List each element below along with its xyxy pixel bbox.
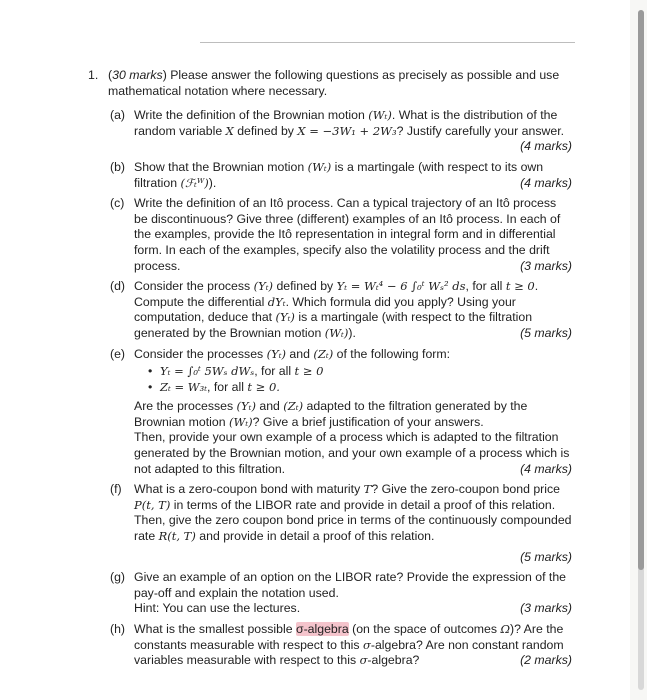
part-marks: (4 marks) bbox=[520, 461, 572, 476]
part-e bbox=[110, 347, 572, 478]
part-marks: (4 marks) bbox=[520, 139, 572, 154]
vertical-scrollbar[interactable] bbox=[638, 10, 644, 690]
header-rule bbox=[200, 42, 575, 43]
part-body: Write the definition of an Itô process. Can a typical trajectory of an Itô process be discontinuous? Give three (different) examples of an Itô process. In each of the examples, provide the Itô representation in integral form and in differential form. In each of the examples, specify also the volatility process and the drift process. (3 marks) bbox=[134, 196, 572, 273]
part-body: What is a zero-coupon bond with maturity T? Give the zero-coupon bond price P(t, T) in terms of the LIBOR rate and provide in detail a proof of this relation. Then, give the zero coupon bond price in terms of the continuously compounded rate R(t, T) and provide in detail a proof of this relation. (5 marks) bbox=[134, 482, 572, 564]
part-label: (g) bbox=[110, 570, 126, 585]
part-marks: (5 marks) bbox=[520, 325, 572, 340]
part-label: (f) bbox=[110, 482, 122, 497]
list-item: • Yₜ = ∫₀ᵗ 5Wₛ dWₛ, for all t ≥ 0 bbox=[148, 364, 572, 380]
part-marks: (4 marks) bbox=[520, 175, 572, 190]
question-number: 1. bbox=[88, 68, 99, 82]
question-parts bbox=[110, 108, 572, 669]
part-label: (b) bbox=[110, 159, 126, 174]
part-body: Give an example of an option on the LIBOR rate? Provide the expression of the pay-off and explain the notation used. Hint: You can use the lectures. (3 marks) bbox=[134, 570, 572, 616]
question-marks: 30 marks bbox=[112, 68, 163, 82]
part-a bbox=[110, 108, 572, 155]
part-h bbox=[110, 622, 572, 669]
part-f bbox=[110, 482, 572, 565]
part-body: Consider the processes (Yₜ) and (Zₜ) of the following form: • Yₜ = ∫₀ᵗ 5Wₛ dWₛ, for all t ≥ 0 • Zₜ = W₃ₜ, for all t ≥ 0. Are the processes (Yₜ) and (Zₜ) adapted to the filtration generated by the Brownian motion (Wₜ)? Give a brief justification of your answers. Then, provide your own example of a process which is adapted to the filtration generated by the Brownian motion, and your own example of a process which is not adapted to this filtration. (4 marks) bbox=[134, 347, 572, 478]
highlighted-term: σ-algebra bbox=[295, 622, 349, 636]
part-label: (e) bbox=[110, 346, 126, 361]
scrollbar-thumb[interactable] bbox=[638, 10, 644, 570]
part-body: What is the smallest possible σ-algebra (on the space of outcomes Ω)? Are the constants measurable with respect to this σ-algebra? Are non constant random variables measurable with respect to this σ-algebra? (2 marks) bbox=[134, 622, 572, 668]
list-item: • Zₜ = W₃ₜ, for all t ≥ 0. bbox=[148, 380, 572, 396]
part-g bbox=[110, 570, 572, 617]
part-b bbox=[110, 160, 572, 191]
part-marks: (3 marks) bbox=[520, 601, 572, 616]
part-label: (h) bbox=[110, 622, 126, 636]
hint-text: Hint: You can use the lectures. bbox=[134, 601, 301, 616]
part-label: (d) bbox=[110, 279, 126, 294]
part-d bbox=[110, 279, 572, 341]
part-marks: (2 marks) bbox=[520, 653, 572, 668]
part-body: Consider the process (Yₜ) defined by Yₜ = Wₜ⁴ − 6 ∫₀ᵗ Wₛ² ds, for all t ≥ 0. Compute the differential dYₜ. Which formula did you apply? Using your computation, deduce that (Yₜ) is a martingale (with respect to the filtration generated by the Brownian motion (Wₜ)). (5 marks) bbox=[134, 279, 572, 340]
part-marks: (3 marks) bbox=[520, 258, 572, 273]
part-label: (a) bbox=[110, 108, 126, 123]
process-list bbox=[148, 364, 572, 395]
exam-content bbox=[88, 68, 572, 674]
part-marks: (5 marks) bbox=[520, 549, 572, 564]
question-intro: (30 marks) Please answer the following questions as precisely as possible and use mathematical notation where necessary. bbox=[108, 68, 560, 98]
part-body: Show that the Brownian motion (Wₜ) is a martingale (with respect to its own filtration (ℱₜᵂ)). (4 marks) bbox=[134, 159, 572, 190]
part-label: (c) bbox=[110, 196, 125, 211]
part-c bbox=[110, 196, 572, 274]
part-body: Write the definition of the Brownian motion (Wₜ). What is the distribution of the random variable X defined by X = −3W₁ + 2W₃? Justify carefully your answer. (4 marks) bbox=[134, 108, 572, 154]
question-1 bbox=[88, 68, 572, 99]
